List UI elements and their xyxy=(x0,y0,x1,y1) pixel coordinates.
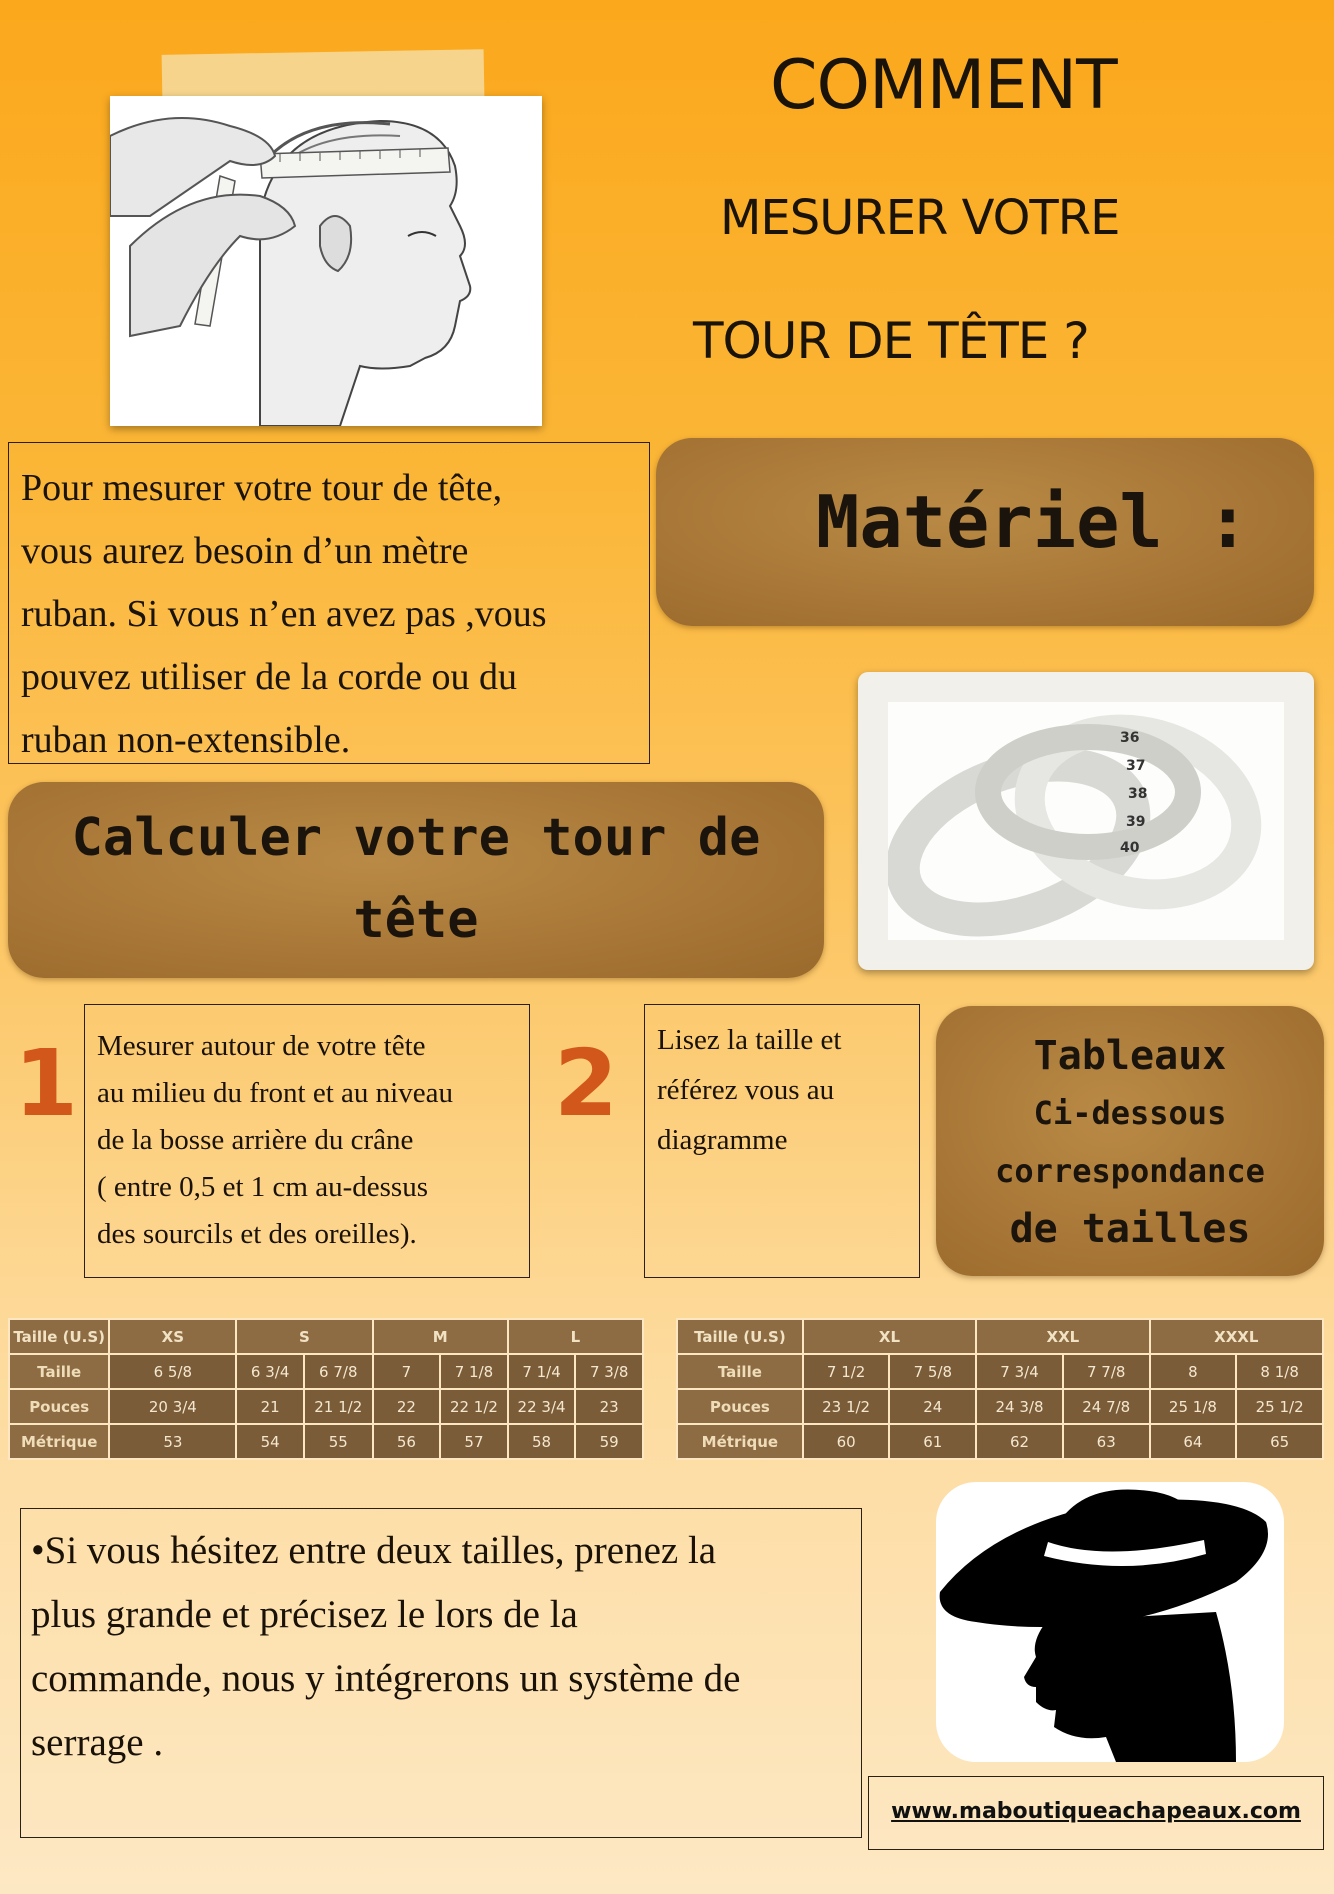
size-table-left xyxy=(8,1318,644,1460)
step-2-box xyxy=(644,1004,920,1278)
table-cell: 55 xyxy=(304,1424,373,1459)
table-cell: 7 1/2 xyxy=(803,1354,890,1389)
table-cell: 53 xyxy=(109,1424,236,1459)
table-header-cell: S xyxy=(236,1319,372,1354)
table-cell: 25 1/2 xyxy=(1236,1389,1323,1424)
table-cell: 65 xyxy=(1236,1424,1323,1459)
calculer-line-2: tête xyxy=(353,890,479,950)
step-2-number: 2 xyxy=(554,1030,619,1137)
size-table-right xyxy=(676,1318,1324,1460)
table-cell: 58 xyxy=(508,1424,576,1459)
tape-measure-photo xyxy=(888,702,1284,940)
row-label: Taille xyxy=(677,1354,803,1389)
table-cell: 59 xyxy=(575,1424,643,1459)
hat-silhouette-icon xyxy=(936,1482,1284,1762)
table-cell: 64 xyxy=(1150,1424,1237,1459)
table-cell: 20 3/4 xyxy=(109,1389,236,1424)
table-row xyxy=(9,1424,643,1459)
table-cell: 7 3/4 xyxy=(976,1354,1063,1389)
calculer-line-1: Calculer votre tour de xyxy=(71,808,761,868)
materiel-label: Matériel : xyxy=(816,480,1250,564)
hat-silhouette-card xyxy=(936,1482,1284,1762)
website-link[interactable]: www.maboutiqueachapeaux.com xyxy=(891,1799,1301,1824)
step-1-box xyxy=(84,1004,530,1278)
tape-number: 36 xyxy=(1120,730,1140,746)
table-cell: 22 xyxy=(373,1389,441,1424)
table-header-cell: L xyxy=(508,1319,643,1354)
table-cell: 62 xyxy=(976,1424,1063,1459)
note-box xyxy=(20,1508,862,1838)
table-header-row xyxy=(9,1319,643,1354)
table-cell: 56 xyxy=(373,1424,441,1459)
tape-number: 39 xyxy=(1126,814,1146,830)
table-cell: 61 xyxy=(889,1424,976,1459)
table-row xyxy=(677,1354,1323,1389)
row-label: Pouces xyxy=(9,1389,109,1424)
table-cell: 7 7/8 xyxy=(1063,1354,1150,1389)
title-line-3: TOUR DE TÊTE ? xyxy=(693,312,1089,370)
step-1-number: 1 xyxy=(14,1030,79,1137)
table-header-cell: M xyxy=(373,1319,508,1354)
tape-number: 38 xyxy=(1128,786,1148,802)
table-row xyxy=(9,1389,643,1424)
table-cell: 22 3/4 xyxy=(508,1389,576,1424)
website-box xyxy=(868,1776,1324,1850)
table-cell: 7 5/8 xyxy=(889,1354,976,1389)
intro-text: Pour mesurer votre tour de tête, vous aurez besoin d’un mètre ruban. Si vous n’en avez pas ,vous pouvez utiliser de la corde ou du ruban non-extensible. xyxy=(21,467,547,761)
table-header-cell: Taille (U.S) xyxy=(677,1319,803,1354)
table-cell: 60 xyxy=(803,1424,890,1459)
table-row xyxy=(677,1389,1323,1424)
table-cell: 25 1/8 xyxy=(1150,1389,1237,1424)
materiel-pill xyxy=(656,438,1314,626)
table-cell: 22 1/2 xyxy=(440,1389,508,1424)
table-cell: 6 5/8 xyxy=(109,1354,236,1389)
table-cell: 7 3/8 xyxy=(575,1354,643,1389)
title-line-2: MESURER VOTRE xyxy=(720,190,1120,246)
tableaux-pill xyxy=(936,1006,1324,1276)
row-label: Métrique xyxy=(677,1424,803,1459)
row-label: Pouces xyxy=(677,1389,803,1424)
table-header-cell: XS xyxy=(109,1319,236,1354)
table-cell: 7 1/8 xyxy=(440,1354,508,1389)
table-cell: 63 xyxy=(1063,1424,1150,1459)
tape-number: 37 xyxy=(1126,758,1146,774)
table-header-row xyxy=(677,1319,1323,1354)
table-cell: 57 xyxy=(440,1424,508,1459)
note-text: •Si vous hésitez entre deux tailles, prenez la plus grande et précisez le lors de la commande, nous y intégrerons un système de serrage . xyxy=(31,1529,741,1764)
intro-text-box xyxy=(8,442,650,764)
step-1-text: Mesurer autour de votre tête au milieu du front et au niveau de la bosse arrière du crâne ( entre 0,5 et 1 cm au-dessus des sourcils et des oreilles). xyxy=(97,1030,453,1250)
tape-number: 40 xyxy=(1120,840,1140,856)
masking-tape xyxy=(162,49,485,103)
row-label: Taille xyxy=(9,1354,109,1389)
table-cell: 7 1/4 xyxy=(508,1354,576,1389)
title-line-1: COMMENT xyxy=(770,46,1117,125)
table-cell: 8 1/8 xyxy=(1236,1354,1323,1389)
table-cell: 8 xyxy=(1150,1354,1237,1389)
calculer-pill xyxy=(8,782,824,978)
table-cell: 54 xyxy=(236,1424,304,1459)
table-cell: 24 7/8 xyxy=(1063,1389,1150,1424)
step-2-text: Lisez la taille et référez vous au diagramme xyxy=(657,1024,842,1156)
table-header-cell: XXL xyxy=(976,1319,1149,1354)
table-header-cell: Taille (U.S) xyxy=(9,1319,109,1354)
table-header-cell: XL xyxy=(803,1319,976,1354)
table-cell: 21 1/2 xyxy=(304,1389,373,1424)
table-cell: 6 7/8 xyxy=(304,1354,373,1389)
tableaux-text: Tableaux Ci-dessous correspondance de tailles xyxy=(995,1033,1265,1252)
row-label: Métrique xyxy=(9,1424,109,1459)
table-cell: 24 xyxy=(889,1389,976,1424)
table-cell: 23 xyxy=(575,1389,643,1424)
table-row xyxy=(9,1354,643,1389)
table-cell: 21 xyxy=(236,1389,304,1424)
table-row xyxy=(677,1424,1323,1459)
table-cell: 24 3/8 xyxy=(976,1389,1063,1424)
table-cell: 6 3/4 xyxy=(236,1354,304,1389)
head-measuring-illustration xyxy=(110,96,542,426)
table-header-cell: XXXL xyxy=(1150,1319,1323,1354)
table-cell: 23 1/2 xyxy=(803,1389,890,1424)
table-cell: 7 xyxy=(373,1354,441,1389)
tape-measure-frame xyxy=(858,672,1314,970)
